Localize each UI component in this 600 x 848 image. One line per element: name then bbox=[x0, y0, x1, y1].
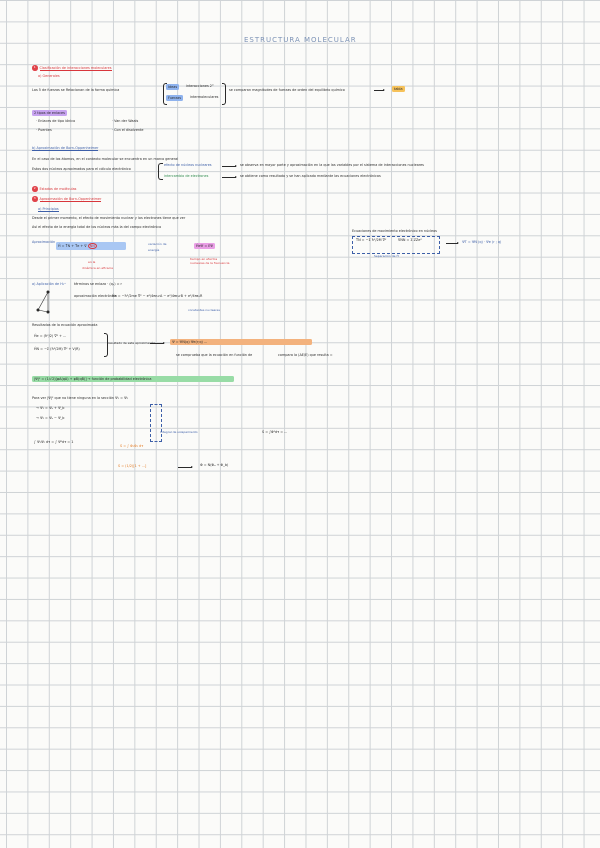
section-2-heading: 2 Estados de moléculas bbox=[33, 186, 77, 191]
res-2: ĤN = −Σ (ħ²/2M) ∇² + V(R) bbox=[34, 347, 80, 351]
brace bbox=[104, 333, 108, 357]
section-number: 1 bbox=[33, 65, 36, 69]
right-eq2: V̂NN = Σ ZZe² bbox=[398, 238, 422, 242]
note-red-a: en la bbox=[88, 260, 96, 264]
list-left-1: · Enlaces de tipo iónico bbox=[36, 119, 76, 123]
arrow bbox=[446, 243, 458, 244]
box-a-note: interacciones 2° bbox=[186, 84, 214, 88]
arrow bbox=[222, 166, 236, 167]
green-eq: |Ψ|² = (1/√2)[φA(qA) + φB(qB)] → función de probabilidad electrónica bbox=[32, 376, 234, 382]
orange-note: se comprueba que la ecuación en función de bbox=[176, 353, 253, 357]
b-branch-1: efecto de núcleos nucleares bbox=[164, 163, 212, 167]
orange-2: S = ∫ Φ₁Φ₂ dτ bbox=[120, 444, 144, 448]
list-left-2: · Puentes bbox=[36, 128, 52, 132]
bottom-2: → Ψ₁ = Ψₐ + Ψ_b bbox=[36, 406, 65, 410]
bottom-1: Para ver |Ψ|² que no tiene ninguna en la sección Ψ₁ = Ψ₂ bbox=[32, 396, 129, 400]
box-a: Ideas bbox=[168, 84, 178, 89]
brace bbox=[222, 83, 226, 105]
note-red-2: tiempo en efectos nucleares de la frecuencia bbox=[190, 257, 230, 265]
box-b-note: intermoleculares bbox=[190, 95, 219, 99]
b-branch-1-note: se observa en mayor parte y aproximación en la que las variables por el sistema de interacciones nucleares bbox=[240, 163, 424, 167]
tag-pink: ĤeΨ = EΨ bbox=[196, 243, 214, 248]
sec1-sub-b: b) Aproximación de Born-Oppenheimer bbox=[32, 146, 99, 150]
list-right-2: · Con el disolvente bbox=[112, 128, 144, 132]
molecule-diagram bbox=[34, 288, 64, 320]
tag-operator: Aproximación bbox=[32, 240, 56, 244]
note-blue-b: energía bbox=[148, 248, 160, 252]
b-branch-2: intercambio de electrones bbox=[164, 174, 209, 178]
final-eq: Φ = N(Φₐ + Φ_b) bbox=[200, 463, 229, 467]
page-title: ESTRUCTURA MOLECULAR bbox=[244, 36, 357, 44]
orange-tail: compara la (ΔE/E) que resulta = bbox=[278, 353, 333, 357]
box-b: Fuerzas bbox=[168, 95, 182, 100]
dashed-box bbox=[352, 236, 440, 254]
right-result: ΨT = ΨN (q) · Ψe (r ; q) bbox=[462, 240, 502, 244]
right-eq: T̂N = −Σ ħ²/2M ∇² bbox=[356, 238, 387, 242]
brace bbox=[163, 83, 167, 105]
sec1-right-note: se comparan magnitudes de fuerzas de orden del equilibrio químico bbox=[229, 88, 345, 92]
blue-note: Integral de solapamiento bbox=[160, 430, 198, 434]
orange-3: S = (1/2)[1 + ...] bbox=[118, 464, 147, 468]
tag-tipos: 2 tipos de enlaces bbox=[34, 110, 65, 115]
arrow bbox=[150, 343, 164, 344]
sec1-b-line1: En el caso de los átomos, en el contexto molecular se encuentra en un marco general bbox=[32, 157, 179, 161]
approx-eq: Ĥe = −ħ²/2me ∇² − e²/4πε₀rA − e²/4πε₀rB + e²/4πε₀R bbox=[112, 294, 203, 298]
bottom-4: ∫ Ψ₁Ψ₂ dτ = ∫ Ψ²dτ = 1 bbox=[34, 440, 74, 444]
right-label: Separación de Ĥ bbox=[374, 254, 399, 258]
res-1: Ĥe = (ħ²/2) ∇² + ... bbox=[34, 334, 67, 338]
bottom-3: → Ψ₂ = Ψₐ − Ψ_b bbox=[36, 416, 65, 420]
orange-eq: Ψ = ΨN(q) Ψe(r;q) ... bbox=[170, 339, 312, 345]
right-tag: tabla bbox=[394, 86, 403, 91]
sec3-p1: Desde el primer momento, el efecto de movimiento nuclear y los electrones tiene que ver bbox=[32, 216, 186, 220]
arrow bbox=[374, 90, 384, 91]
list-right-1: · Van der Waals bbox=[112, 119, 139, 123]
sec1-line1: Las 5 de fuerzas se Relacionan de la forma química bbox=[32, 88, 120, 92]
b-branch-2-note: se obtiene como resultado y se han aplicado mediante las ecuaciones electrónicas bbox=[240, 174, 381, 178]
brace bbox=[158, 163, 163, 180]
resultados: Resultados de la ecuación aproximada bbox=[32, 323, 98, 327]
approx-label: aproximación electrónica bbox=[74, 294, 117, 298]
far-eq: S = ∫Φ²dτ = ... bbox=[262, 430, 288, 434]
diagram-formula: términos se enlaza · (qₑ) ≈ r bbox=[74, 282, 122, 286]
res-note: resultado de esta aproximación bbox=[108, 341, 156, 345]
sec3-p2: Así el efecto de la energía total de los núcleos más la del campo electrónico bbox=[32, 225, 162, 229]
arrow bbox=[178, 467, 192, 468]
note-blue-a: variación de bbox=[148, 242, 167, 246]
sec3-sub-a: a) Principios bbox=[38, 207, 59, 211]
note-red-b: dinámica en eficacia bbox=[82, 266, 113, 270]
dashed-box bbox=[150, 404, 162, 442]
sec1-b-line2: Estos dos núcleos aproximados para el cálculo electrónico bbox=[32, 167, 131, 171]
arrow bbox=[222, 177, 236, 178]
diagram-label: a) Aplicación de H₂⁺ bbox=[32, 282, 66, 286]
sec1-sub-a: a) Generales bbox=[38, 74, 60, 78]
right-intro: Ecuaciones de movimiento electrónico en núcleos bbox=[352, 229, 437, 233]
approx-note: constantes nucleares bbox=[188, 308, 220, 312]
section-3-heading: 3 Aproximación de Born-Oppenheimer bbox=[33, 196, 102, 201]
section-1-heading: 1 Clasificación de interacciones moleculares bbox=[33, 65, 112, 70]
eq-hamiltonian: Ĥ = T̂N + T̂e + V̂ NN bbox=[56, 242, 126, 250]
